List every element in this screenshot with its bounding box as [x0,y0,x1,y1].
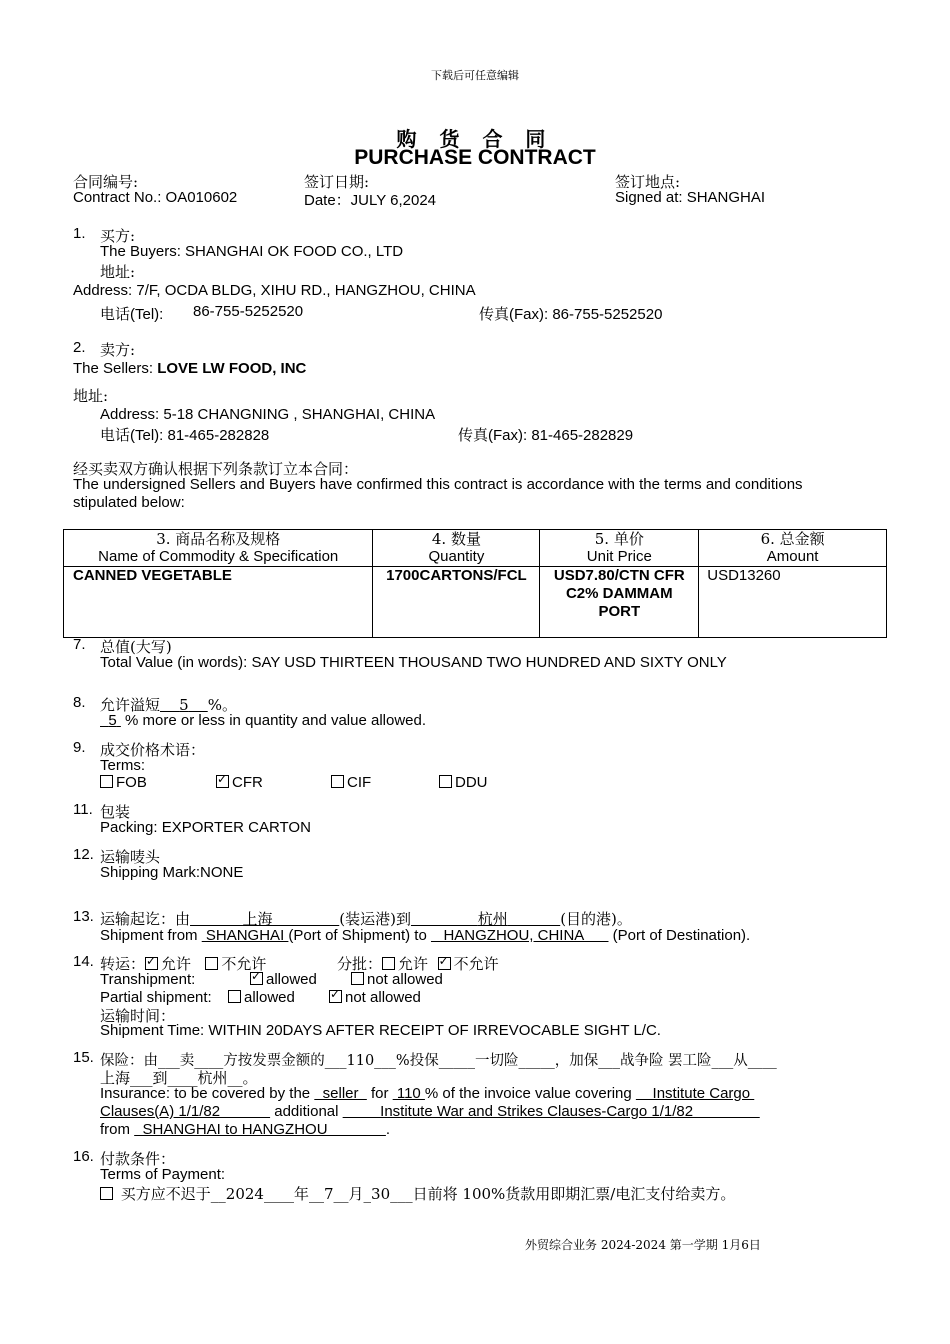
date-cn: 签订日期: [304,173,370,191]
shipment-num: 13. [73,908,94,925]
transhipment-label: Transhipment: [100,971,196,988]
tolerance-num: 8. [73,694,86,711]
buyer-tel: 86-755-5252520 [193,303,304,320]
table-header-row [64,530,887,567]
insurance-en-line2: Clauses(A) 1/1/82 additional Institute War and Strikes Clauses-Cargo 1/1/82 [100,1103,760,1120]
port-of-shipment: SHANGHAI [201,927,289,944]
partial-not-allowed[interactable]: ✓ not allowed [329,989,421,1006]
buyer-name: The Buyers: SHANGHAI OK FOOD CO., LTD [100,243,404,260]
shipment-time: Shipment Time: WITHIN 20DAYS AFTER RECEIPT OF IRREVOCABLE SIGHT L/C. [100,1022,661,1039]
partial-shipment-label: Partial shipment: [100,989,212,1006]
transhipment-num: 14. [73,953,94,970]
port-of-destination: HANGZHOU, CHINA [430,927,609,944]
insurance-cn-line2: 上海___到____杭州__。 [100,1069,258,1087]
seller-address-cn: 地址: [73,387,109,405]
packing-num: 11. [73,801,93,818]
buyer-label-cn: 买方: [100,227,136,245]
place-cn: 签订地点: [615,173,681,191]
tolerance-en: 5 % more or less in quantity and value allowed. [108,712,427,729]
cell-quantity: 1700CARTONS/FCL [373,567,540,638]
shipping-mark-num: 12. [73,846,94,863]
seller-address: Address: 5-18 CHANGNING , SHANGHAI, CHINA [100,406,436,423]
shipping-mark-label-cn: 运输唛头 [100,848,161,866]
title-chinese: 购 货 合 同 [396,127,554,151]
insurance-cn-line1: 保险：由___卖____方按发票金额的___110___%投保_____一切险_____，加保___战争险 罢工险___从____ [100,1053,777,1069]
title-english: PURCHASE CONTRACT [354,146,596,169]
contract-date: Date：JULY 6,2024 [304,192,437,209]
term-cfr[interactable]: ✓ CFR [216,774,263,791]
buyer-fax: 传真(Fax): 86-755-5252520 [479,306,663,323]
payment-label-en: Terms of Payment: [100,1166,226,1183]
header-quantity: 4. 数量 Quantity [373,530,540,567]
term-fob[interactable]: FOB [100,774,147,791]
partial-allowed[interactable]: allowed [228,989,295,1006]
transhipment-allowed[interactable]: ✓ allowed [250,971,317,988]
seller-num: 2. [73,339,86,356]
payment-num: 16. [73,1148,94,1165]
tolerance-cn: 允许溢短 5 %。 [100,696,237,714]
seller-name-line [73,360,306,377]
payment-clause: 买方应不迟于__2024____年__7__月_30___日前将 100%货款用即期汇票/电汇支付给卖方。 [100,1183,735,1204]
header-commodity: 3. 商品名称及规格 Name of Commodity & Specification [64,530,373,567]
checkbox-cif[interactable] [331,775,344,788]
terms-label-cn: 成交价格术语： [100,741,206,759]
cell-unit-price: USD7.80/CTN CFR C2% DAMMAM PORT [540,567,699,638]
buyer-address: Address: 7/F, OCDA BLDG, XIHU RD., HANGZHOU, CHINA [73,282,476,299]
checkbox-fob[interactable] [100,775,113,788]
transhipment-cn: 转运：✓ 允许 不允许 [100,953,266,974]
seller-name-prefix: The Sellers: [73,360,158,377]
footer-note: 外贸综合业务 2024-2024 第一学期 1月6日 [525,1238,761,1252]
transhipment-not-allowed[interactable]: not allowed [351,971,443,988]
header-unit-price: 5. 单价 Unit Price [540,530,699,567]
shipment-en: Shipment from SHANGHAI (Port of Shipment) to HANGZHOU, CHINA (Port of Destination). [100,927,751,944]
partial-cn: 分批： 允许 ✓ 不允许 [337,953,499,974]
packing-text: Packing: EXPORTER CARTON [100,819,311,836]
shipment-time-cn: 运输时间： [100,1007,176,1025]
contract-no: Contract No.: OA010602 [73,189,238,206]
insurance-num: 15. [73,1049,94,1066]
checkbox-payment[interactable] [100,1187,113,1200]
buyer-address-cn: 地址: [100,263,136,281]
total-num: 7. [73,636,86,653]
checkbox-partial-not-cn[interactable] [438,957,451,970]
seller-label-cn: 卖方: [100,341,136,359]
checkbox-tranship-not-allowed[interactable] [351,972,364,985]
intro-en-line2: stipulated below: [73,494,185,511]
checkbox-tranship-allowed[interactable] [250,972,263,985]
total-label-cn: 总值(大写) [100,638,172,656]
signed-place: Signed at: SHANGHAI [615,189,766,206]
terms-label-en: Terms: [100,757,145,774]
checkbox-cfr[interactable] [216,775,229,788]
header-amount: 6. 总金额 Amount [699,530,887,567]
goods-table [63,529,887,638]
buyer-tel-label: 电话(Tel): [100,306,164,323]
total-value: Total Value (in words): SAY USD THIRTEEN THOUSAND TWO HUNDRED AND SIXTY ONLY [100,654,727,671]
shipment-cn: 运输起讫：由 上海 (装运港)到 杭州 (目的港)。 [100,910,632,928]
table-row [64,567,887,638]
packing-label-cn: 包装 [100,803,131,821]
header-note: 下载后可任意编辑 [431,69,519,82]
cell-commodity: CANNED VEGETABLE [64,567,373,638]
term-ddu[interactable]: DDU [439,774,488,791]
payment-label-cn: 付款条件： [100,1150,176,1168]
checkbox-tranship-allow-cn[interactable] [145,957,158,970]
checkbox-ddu[interactable] [439,775,452,788]
checkbox-tranship-not-cn[interactable] [205,957,218,970]
seller-tel: 电话(Tel): 81-465-282828 [100,427,270,444]
intro-en-line1: The undersigned Sellers and Buyers have confirmed this contract is accordance with the terms and conditions [73,476,803,493]
insurance-en-line3: from SHANGHAI to HANGZHOU . [100,1121,391,1138]
cell-amount: USD13260 [699,567,887,638]
checkbox-partial-allowed[interactable] [228,990,241,1003]
checkbox-partial-not-allowed[interactable] [329,990,342,1003]
insurance-en-line1: Insurance: to be covered by the seller for 110 % of the invoice value covering Institute Cargo [100,1085,755,1102]
term-cif[interactable]: CIF [331,774,371,791]
contract-no-cn: 合同编号: [73,173,139,191]
seller-name: LOVE LW FOOD, INC [157,360,307,377]
buyer-num: 1. [73,225,86,242]
intro-cn: 经买卖双方确认根据下列条款订立本合同： [73,460,359,478]
seller-fax: 传真(Fax): 81-465-282829 [458,427,634,444]
terms-num: 9. [73,739,86,756]
checkbox-partial-allow-cn[interactable] [382,957,395,970]
shipping-mark-text: Shipping Mark:NONE [100,864,244,881]
